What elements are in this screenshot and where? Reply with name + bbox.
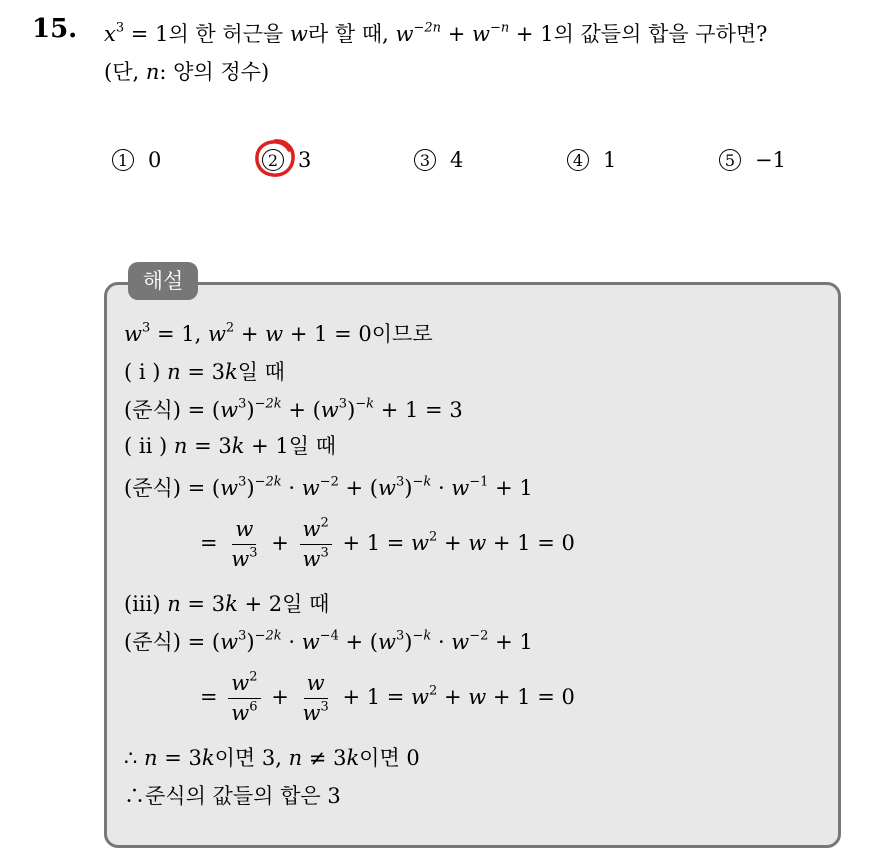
- solution-line-4: ( ii ) n = 3k + 1일 때: [124, 434, 336, 458]
- solution-line-1: $w^3 = 1$, $w^2 + w + 1 = 0$이므로: [124, 320, 433, 346]
- question-number: 15.: [32, 14, 78, 44]
- question-text-line1: $x^3 = 1$의 한 허근을 w라 할 때, $w^{-2n} + w^{-n} + 1$의 값들의 합을 구하면?: [104, 20, 768, 46]
- solution-line-10: ∴ n = 3k이면 3, n ≠ 3k이면 0: [124, 746, 420, 770]
- choice-number-badge: 1: [112, 149, 134, 171]
- choice-5[interactable]: [719, 148, 786, 172]
- choice-number-badge: 4: [567, 149, 589, 171]
- solution-line-3: (준식) = $(w^3)^{-2k} + (w^3)^{-k} + 1 = 3$: [124, 396, 463, 422]
- fraction: $\frac{w}{w^3}$: [231, 517, 258, 572]
- choice-value: 3: [298, 148, 312, 172]
- solution-line-6: = $\frac{w}{w^3}$ + $\frac{w^2}{w^3}$ + $1 = w^2 + w + 1 = 0$: [200, 515, 575, 572]
- question-text-line2: (단, n: 양의 정수): [104, 60, 270, 84]
- solution-line-8: (준식) = $(w^3)^{-2k} \cdot w^{-4} + (w^3)^{-k} \cdot w^{-2} + 1$: [124, 628, 533, 654]
- solution-tag: 해설: [128, 262, 198, 300]
- solution-line-7: (iii) n = 3k + 2일 때: [124, 592, 330, 616]
- solution-line-9: = $\frac{w^2}{w^6}$ + $\frac{w}{w^3}$ + $1 = w^2 + w + 1 = 0$: [200, 669, 575, 726]
- choice-3[interactable]: [414, 148, 463, 172]
- fraction: $\frac{w^2}{w^3}$: [300, 518, 332, 571]
- choice-number-badge: 2: [262, 149, 284, 171]
- choice-1[interactable]: [112, 148, 161, 172]
- answer-circle-mark: [253, 136, 297, 180]
- solution-line-2: ( i ) n = 3k일 때: [124, 360, 285, 384]
- choice-value: −1: [755, 148, 786, 172]
- choice-value: 1: [603, 148, 617, 172]
- solution-line-5: (준식) = $(w^3)^{-2k} \cdot w^{-2} + (w^3)^{-k} \cdot w^{-1} + 1$: [124, 474, 533, 500]
- fraction: $\frac{w}{w^3}$: [302, 671, 329, 726]
- fraction: $\frac{w^2}{w^6}$: [228, 672, 260, 725]
- solution-line-11: ∴준식의 값들의 합은 3: [124, 784, 341, 808]
- choice-number-badge: 3: [414, 149, 436, 171]
- choice-4[interactable]: [567, 148, 616, 172]
- choice-value: 4: [450, 148, 464, 172]
- choice-number-badge: 5: [719, 149, 741, 171]
- choice-value: 0: [148, 148, 162, 172]
